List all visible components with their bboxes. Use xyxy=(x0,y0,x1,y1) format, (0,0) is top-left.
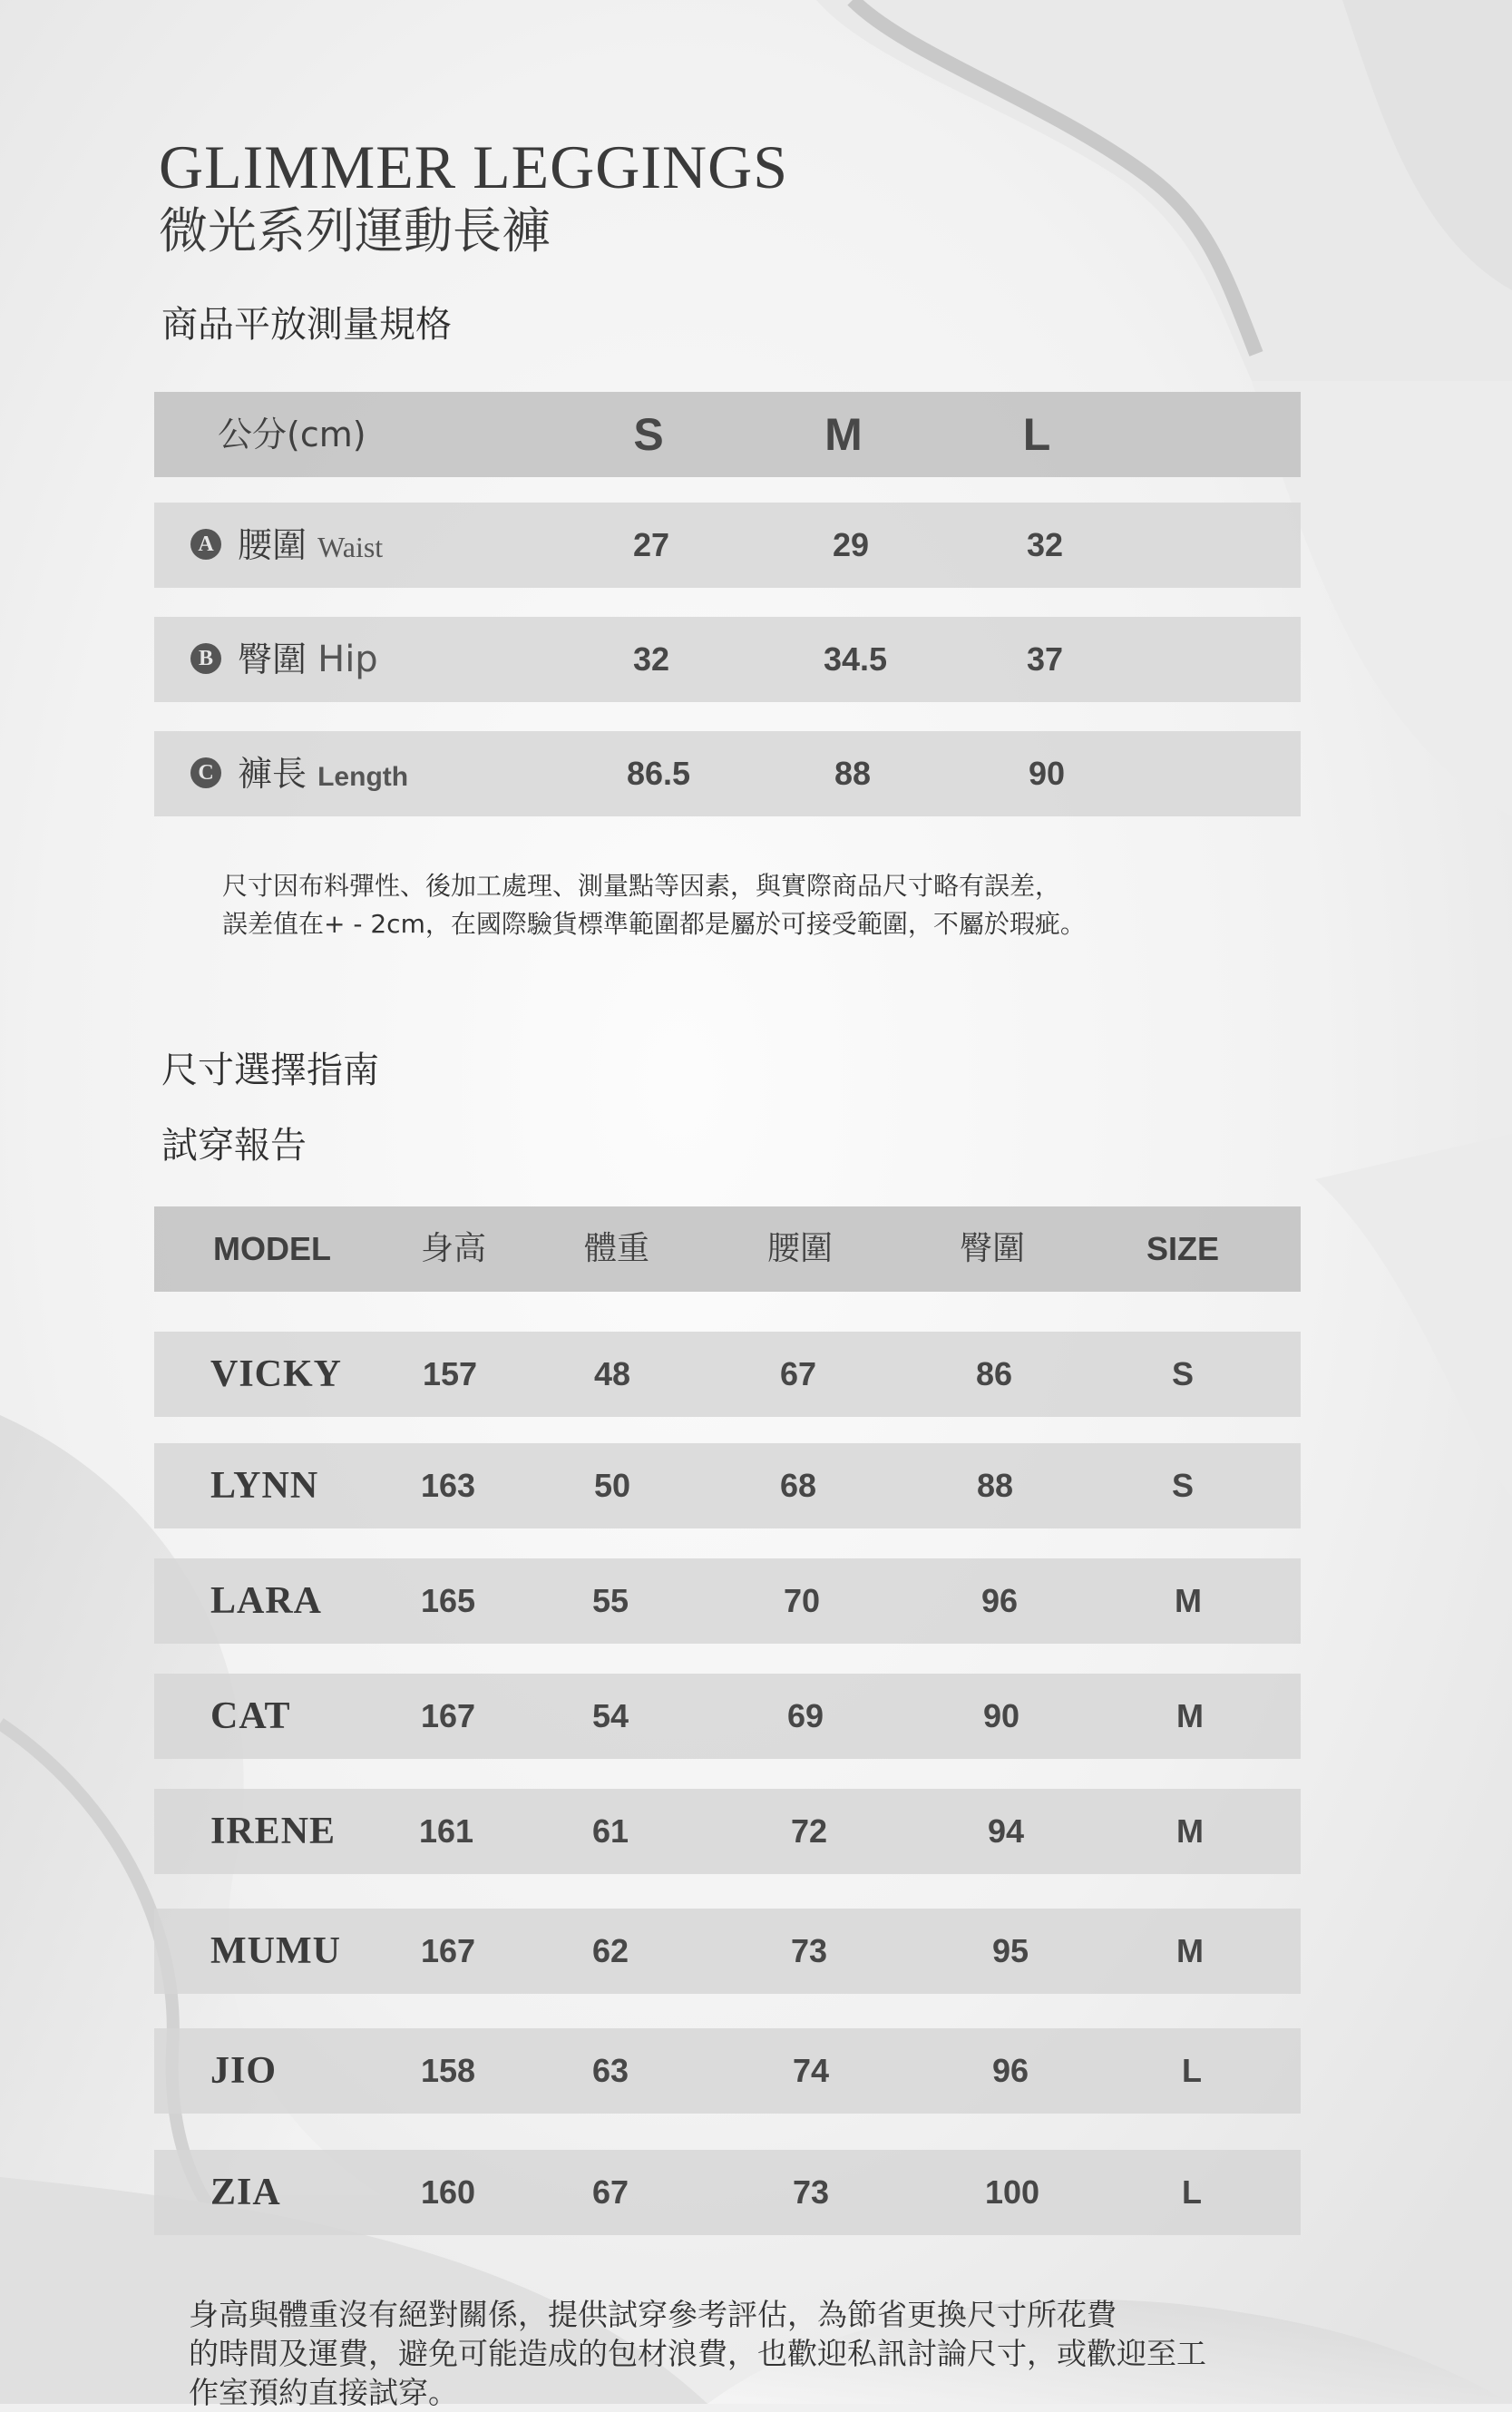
product-title-en: GLIMMER LEGGINGS xyxy=(159,132,789,201)
fit-row-lynn xyxy=(154,1443,1301,1528)
fit-row-vicky xyxy=(154,1332,1301,1417)
fit-row-lara xyxy=(154,1558,1301,1644)
model-height: 158 xyxy=(420,2052,476,2089)
unit-label: 公分(cm) xyxy=(218,415,366,454)
model-waist: 73 xyxy=(792,2173,830,2211)
model-name: CAT xyxy=(210,1695,291,1737)
model-height: 163 xyxy=(420,1467,476,1504)
value-m: 34.5 xyxy=(823,640,888,678)
header-height: 身高 xyxy=(420,1230,487,1267)
label-zh: 臀圍 xyxy=(238,640,307,679)
model-waist: 69 xyxy=(786,1697,824,1734)
row-label xyxy=(190,731,408,816)
label-zh: 褲長 xyxy=(238,754,307,794)
model-name: IRENE xyxy=(210,1811,337,1852)
model-weight: 54 xyxy=(591,1697,629,1734)
header-waist: 腰圍 xyxy=(766,1230,834,1267)
model-height: 165 xyxy=(420,1582,476,1619)
fit-report-heading: 試穿報告 xyxy=(161,1125,307,1167)
measurement-row-waist xyxy=(154,503,1301,588)
model-weight: 55 xyxy=(591,1582,629,1619)
model-name: ZIA xyxy=(210,2172,281,2213)
fit-row-irene xyxy=(154,1789,1301,1874)
size-header-l: L xyxy=(1022,409,1051,460)
model-name: LARA xyxy=(210,1580,323,1622)
note-line: 誤差值在+ - 2cm，在國際驗貨標準範圍都是屬於可接受範圍，不屬於瑕疵。 xyxy=(222,909,1086,939)
header-hip: 臀圍 xyxy=(959,1230,1026,1267)
model-size: S xyxy=(1171,1355,1195,1392)
label-zh: 腰圍 xyxy=(238,525,307,565)
model-hip: 90 xyxy=(982,1697,1020,1734)
model-hip: 95 xyxy=(991,1932,1029,1969)
fit-row-zia xyxy=(154,2150,1301,2235)
note-line: 身高與體重沒有絕對關係，提供試穿參考評估，為節省更換尺寸所花費 xyxy=(189,2297,1117,2332)
header-weight: 體重 xyxy=(583,1230,650,1267)
value-s: 86.5 xyxy=(626,755,691,792)
model-height: 157 xyxy=(422,1355,478,1392)
measurement-header-row xyxy=(154,392,1301,477)
value-l: 90 xyxy=(1028,755,1066,792)
size-header-m: M xyxy=(824,409,863,460)
header-model: MODEL xyxy=(213,1230,331,1267)
fit-row-cat xyxy=(154,1674,1301,1759)
note-line: 的時間及運費，避免可能造成的包材浪費，也歡迎私訊討論尺寸，或歡迎至工 xyxy=(189,2336,1206,2371)
measure-heading: 商品平放測量規格 xyxy=(161,304,452,346)
model-waist: 72 xyxy=(790,1812,828,1850)
note-line: 作室預約直接試穿。 xyxy=(189,2375,458,2410)
model-weight: 63 xyxy=(591,2052,629,2089)
fit-report-note xyxy=(189,2295,1206,2412)
fit-row-jio xyxy=(154,2028,1301,2114)
model-hip: 86 xyxy=(975,1355,1013,1392)
value-s: 32 xyxy=(632,640,670,678)
model-size: S xyxy=(1171,1467,1195,1504)
model-height: 167 xyxy=(420,1932,476,1969)
model-hip: 96 xyxy=(991,2052,1029,2089)
model-waist: 70 xyxy=(783,1582,821,1619)
product-title-zh: 微光系列運動長褲 xyxy=(159,202,551,259)
model-hip: 100 xyxy=(984,2173,1040,2211)
model-weight: 62 xyxy=(591,1932,629,1969)
model-waist: 73 xyxy=(790,1932,828,1969)
model-hip: 94 xyxy=(987,1812,1025,1850)
label-en: Length xyxy=(317,762,409,792)
badge-c-icon: C xyxy=(190,757,221,788)
label-en: Waist xyxy=(317,531,384,563)
model-size: M xyxy=(1176,1697,1204,1734)
value-s: 27 xyxy=(632,526,670,563)
header-size: SIZE xyxy=(1146,1230,1220,1267)
measurement-row-hip xyxy=(154,617,1301,702)
value-l: 37 xyxy=(1026,640,1064,678)
model-weight: 67 xyxy=(591,2173,629,2211)
model-hip: 88 xyxy=(976,1467,1014,1504)
model-height: 167 xyxy=(420,1697,476,1734)
guide-heading: 尺寸選擇指南 xyxy=(161,1050,379,1091)
model-name: VICKY xyxy=(210,1353,343,1395)
value-m: 88 xyxy=(834,755,872,792)
badge-a-icon: A xyxy=(190,529,221,560)
value-l: 32 xyxy=(1026,526,1064,563)
model-waist: 74 xyxy=(792,2052,830,2089)
fit-row-mumu xyxy=(154,1909,1301,1994)
badge-b-icon: B xyxy=(190,643,221,674)
model-size: M xyxy=(1176,1932,1204,1969)
measurement-row-length xyxy=(154,731,1301,816)
label-en: Hip xyxy=(317,639,378,680)
model-name: JIO xyxy=(210,2050,278,2092)
size-header-s: S xyxy=(633,409,664,460)
model-weight: 48 xyxy=(593,1355,631,1392)
model-size: L xyxy=(1182,2052,1202,2089)
model-size: M xyxy=(1175,1582,1202,1619)
model-name: LYNN xyxy=(210,1465,319,1507)
model-waist: 68 xyxy=(779,1467,817,1504)
model-height: 160 xyxy=(420,2173,476,2211)
fit-header-row xyxy=(154,1206,1301,1292)
model-height: 161 xyxy=(418,1812,474,1850)
measurement-note xyxy=(222,867,1086,943)
model-weight: 50 xyxy=(593,1467,631,1504)
model-weight: 61 xyxy=(591,1812,629,1850)
model-hip: 96 xyxy=(980,1582,1019,1619)
model-size: M xyxy=(1176,1812,1204,1850)
model-name: MUMU xyxy=(210,1930,341,1972)
note-line: 尺寸因布料彈性、後加工處理、測量點等因素，與實際商品尺寸略有誤差， xyxy=(222,871,1061,901)
model-waist: 67 xyxy=(779,1355,817,1392)
row-label xyxy=(190,617,378,702)
model-size: L xyxy=(1182,2173,1202,2211)
value-m: 29 xyxy=(832,526,870,563)
row-label xyxy=(190,503,383,588)
